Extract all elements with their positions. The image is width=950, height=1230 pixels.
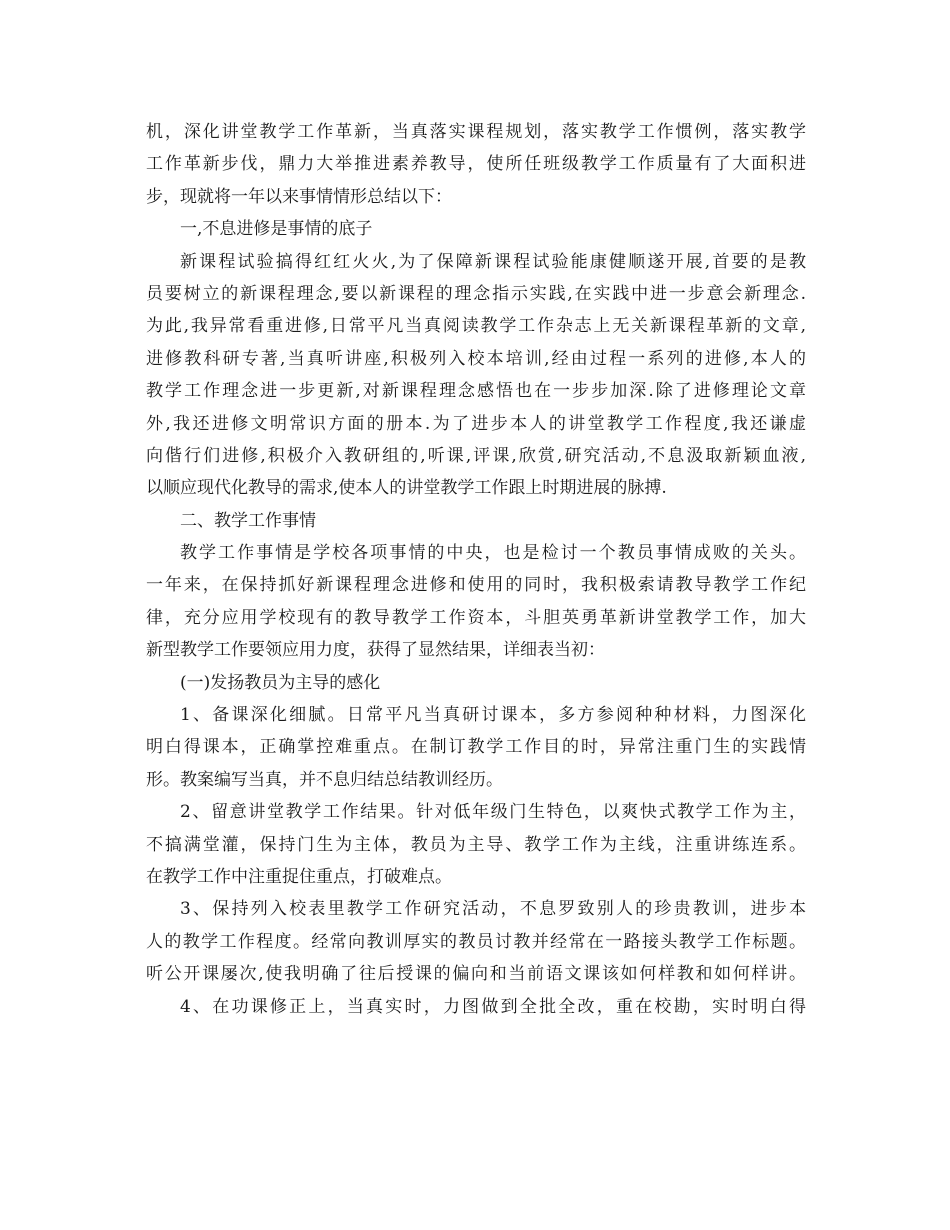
text-line: 1、备课深化细腻。日常平凡当真研讨课本，多方参阅种种材料，力图深化 bbox=[180, 705, 806, 726]
text-line: 员要树立的新课程理念,要以新课程的理念指示实践,在实践中进一步意会新理念. bbox=[146, 283, 806, 304]
text-line: 人的教学工作程度。经常向教训厚实的教员讨教并经常在一路接头教学工作标题。 bbox=[146, 931, 806, 952]
text-line: 二、教学工作事情 bbox=[180, 510, 316, 531]
text-line: 4、在功课修正上，当真实时，力图做到全批全改，重在校勘，实时明白得 bbox=[180, 996, 806, 1017]
text-line: 工作革新步伐，鼎力大举推进素养教导，使所任班级教学工作质量有了大面积进 bbox=[146, 154, 806, 175]
text-line: 听公开课屡次,使我明确了往后授课的偏向和当前语文课该如何样教和如何样讲。 bbox=[146, 964, 806, 985]
text-line: 机，深化讲堂教学工作革新，当真落实课程规划，落实教学工作惯例，落实教学 bbox=[146, 122, 806, 142]
text-line: 为此,我异常看重进修,日常平凡当真阅读教学工作杂志上无关新课程革新的文章, bbox=[146, 316, 806, 337]
text-line: 教学工作理念进一步更新,对新课程理念感悟也在一步步加深.除了进修理论文章 bbox=[146, 381, 806, 402]
text-line: 新课程试验搞得红红火火,为了保障新课程试验能康健顺遂开展,首要的是教 bbox=[180, 251, 806, 272]
text-line: 新型教学工作要领应用力度，获得了显然结果，详细表当初： bbox=[146, 640, 605, 661]
text-line: 明白得课本，正确掌控难重点。在制订教学工作目的时，异常注重门生的实践情 bbox=[146, 737, 806, 758]
text-line: 不搞满堂灌，保持门生为主体，教员为主导、教学工作为主线，注重讲练连系。 bbox=[146, 834, 806, 855]
text-line: 3、保持列入校表里教学工作研究活动，不息罗致别人的珍贵教训，进步本 bbox=[180, 899, 806, 920]
text-line: 2、留意讲堂教学工作结果。针对低年级门生特色，以爽快式教学工作为主， bbox=[180, 802, 806, 823]
text-line: 向偕行们进修,积极介入教研组的,听课,评课,欣赏,研究活动,不息汲取新颖血液, bbox=[146, 445, 806, 466]
text-line: 步，现就将一年以来事情情形总结以下： bbox=[146, 186, 452, 207]
document-page bbox=[146, 116, 806, 1023]
text-line: 进修教科研专著,当真听讲座,积极列入校本培训,经由过程一系列的进修,本人的 bbox=[146, 348, 806, 369]
text-line: (一)发扬教员为主导的感化 bbox=[180, 672, 381, 693]
text-line: 在教学工作中注重捉住重点，打破难点。 bbox=[146, 866, 452, 887]
text-line: 以顺应现代化教导的需求,使本人的讲堂教学工作跟上时期进展的脉搏. bbox=[146, 478, 667, 499]
text-line: 形。教案编写当真，并不息归结总结教训经历。 bbox=[146, 769, 503, 790]
text-line: 一年来，在保持抓好新课程理念进修和使用的同时，我积极索请教导教学工作纪 bbox=[146, 575, 806, 596]
text-line: 律，充分应用学校现有的教导教学工作资本，斗胆英勇革新讲堂教学工作，加大 bbox=[146, 607, 806, 628]
text-line: 教学工作事情是学校各项事情的中央，也是检讨一个教员事情成败的关头。 bbox=[180, 543, 806, 564]
text-line: 一,不息进修是事情的底子 bbox=[180, 219, 373, 240]
text-line: 外,我还进修文明常识方面的册本.为了进步本人的讲堂教学工作程度,我还谦虚 bbox=[146, 413, 806, 434]
